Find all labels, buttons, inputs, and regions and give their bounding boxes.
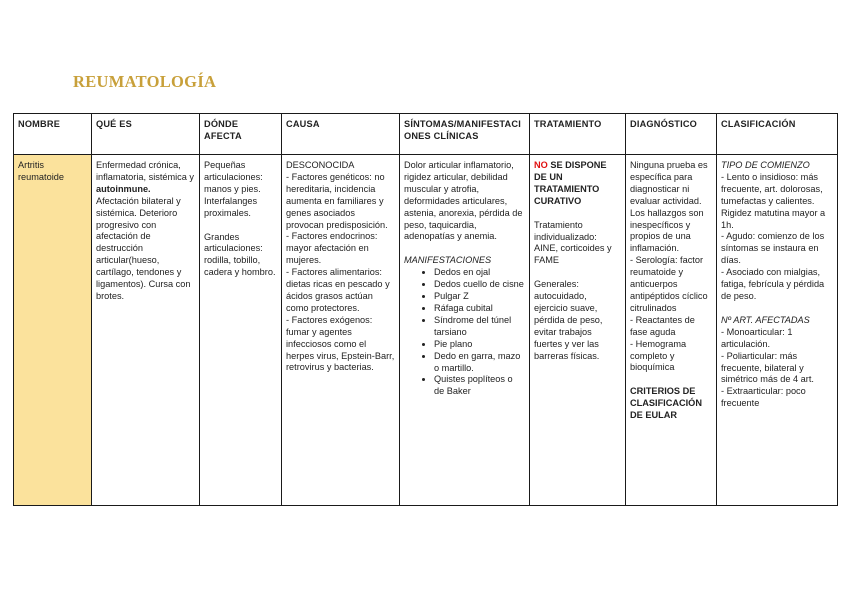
tipo-comienzo-heading: TIPO DE COMIENZO: [721, 160, 810, 170]
donde-small: Pequeñas articulaciones: manos y pies. Interfalanges proximales.: [204, 160, 263, 218]
curativo-label: SE DISPONE DE UN TRATAMIENTO CURATIVO: [534, 160, 607, 206]
table-row: [14, 155, 838, 506]
clasificacion-item: - Poliarticular: más frecuente, bilateral y simétrico más de 4 art.: [721, 350, 814, 385]
cell-causa: [282, 155, 400, 506]
sintomas-text: Dolor articular inflamatorio, rigidez articular, debilidad muscular y atrofia, deformidades articulares, astenia, anorexia, pérdida de peso, taquicardia, adenopatías y anemia.: [404, 160, 523, 242]
clasificacion-item: - Lento o insidioso: más frecuente, art. dolorosas, tumefactas y calientes. Rigidez matutina mayor a 1h.: [721, 171, 826, 230]
clasificacion-item: - Extraarticular: poco frecuente: [721, 386, 806, 409]
manifestaciones-heading: MANIFESTACIONES: [404, 255, 492, 266]
diagnostico-text: Ninguna prueba es específica para diagnosticar ni evaluar actividad. Los hallazgos son inespecíficos y propios de una inflamación.: [630, 160, 708, 254]
clasificacion-item: - Agudo: comienzo de los síntomas se instaura en días.: [721, 231, 825, 266]
causa-line: DESCONOCIDA: [286, 160, 355, 170]
header-tratamiento: TRATAMIENTO: [530, 114, 626, 155]
tratamiento-generales: Generales: autocuidado, ejercicio suave, pérdida de peso, evitar trabajos fuertes y ver las barreras físicas.: [534, 279, 603, 361]
cell-diagnostico: [626, 155, 717, 506]
header-clasificacion: CLASIFICACIÓN: [717, 114, 838, 155]
causa-line: - Factores endocrinos: mayor afectación en mujeres.: [286, 231, 378, 266]
cell-sintomas: [400, 155, 530, 506]
causa-line: - Factores exógenos: fumar y agentes infecciosos como el herpes virus, Epstein-Barr, retrovirus y bacterias.: [286, 314, 395, 373]
header-causa: CAUSA: [282, 114, 400, 155]
cell-que-es: [92, 155, 200, 506]
criterios-eular: CRITERIOS DE CLASIFICACIÓN DE EULAR: [630, 386, 702, 421]
page-title: REUMATOLOGÍA: [73, 72, 217, 91]
tratamiento-individual: Tratamiento individualizado: AINE, corticoides y FAME: [534, 219, 612, 266]
header-sintomas: SÍNTOMAS/MANIFESTACIONES CLÍNICAS: [400, 114, 530, 155]
diagnostico-serologia: - Serología: factor reumatoide y anticuerpos antipéptidos cíclico citrulinados: [630, 255, 708, 313]
list-item: • Dedos en ojal: [434, 267, 525, 279]
donde-large: Grandes articulaciones: rodilla, tobillo, cadera y hombro.: [204, 231, 276, 278]
list-item: • Quistes poplíteos o de Baker: [434, 374, 525, 398]
no-label: NO: [534, 160, 548, 170]
header-diagnostico: DIAGNÓSTICO: [626, 114, 717, 155]
cell-tratamiento: [530, 155, 626, 506]
list-item: • Pulgar Z: [434, 291, 525, 303]
que-es-text: Enfermedad crónica, inflamatoria, sistémica y: [96, 160, 195, 182]
header-nombre: NOMBRE: [14, 114, 92, 155]
header-que-es: QUÉ ES: [92, 114, 200, 155]
causa-line: - Factores alimentarios: dietas ricas en pescado y ácidos grasos actúan como protectores.: [286, 267, 390, 313]
header-row: [14, 114, 838, 155]
que-es-bold: autoinmune.: [96, 183, 151, 194]
diagnostico-reactantes: - Reactantes de fase aguda: [630, 314, 695, 337]
header-donde-afecta: DÓNDE AFECTA: [200, 114, 282, 155]
cell-donde-afecta: [200, 155, 282, 506]
list-item: • Pie plano: [434, 339, 525, 351]
list-item: • Síndrome del túnel tarsiano: [434, 315, 525, 339]
que-es-detail: Afectación bilateral y sistémica. Deterioro progresivo con afectación de destrucción articular(hueso, cartílago, tendones y ligamentos). Cursa con brotes.: [96, 195, 191, 301]
cell-clasificacion: [717, 155, 838, 506]
art-afectadas-heading: Nº ART. AFECTADAS: [721, 314, 810, 325]
list-item: • Dedos cuello de cisne: [434, 279, 525, 291]
reumatology-table: [13, 113, 838, 506]
clasificacion-item: - Asociado con mialgias, fatiga, febrícula y pérdida de peso.: [721, 267, 825, 301]
manifestaciones-list: [404, 267, 525, 398]
list-item: • Dedo en garra, mazo o martillo.: [434, 351, 525, 375]
list-item: • Ráfaga cubital: [434, 303, 525, 315]
disease-name: Artritis reumatoide: [18, 160, 64, 182]
cell-nombre: [14, 155, 92, 506]
causa-line: - Factores genéticos: no hereditaria, incidencia aumenta en familiares y genes asociados provocan predisposición.: [286, 171, 388, 230]
clasificacion-item: - Monoarticular: 1 articulación.: [721, 326, 793, 349]
diagnostico-hemograma: - Hemograma completo y bioquímica: [630, 338, 687, 373]
